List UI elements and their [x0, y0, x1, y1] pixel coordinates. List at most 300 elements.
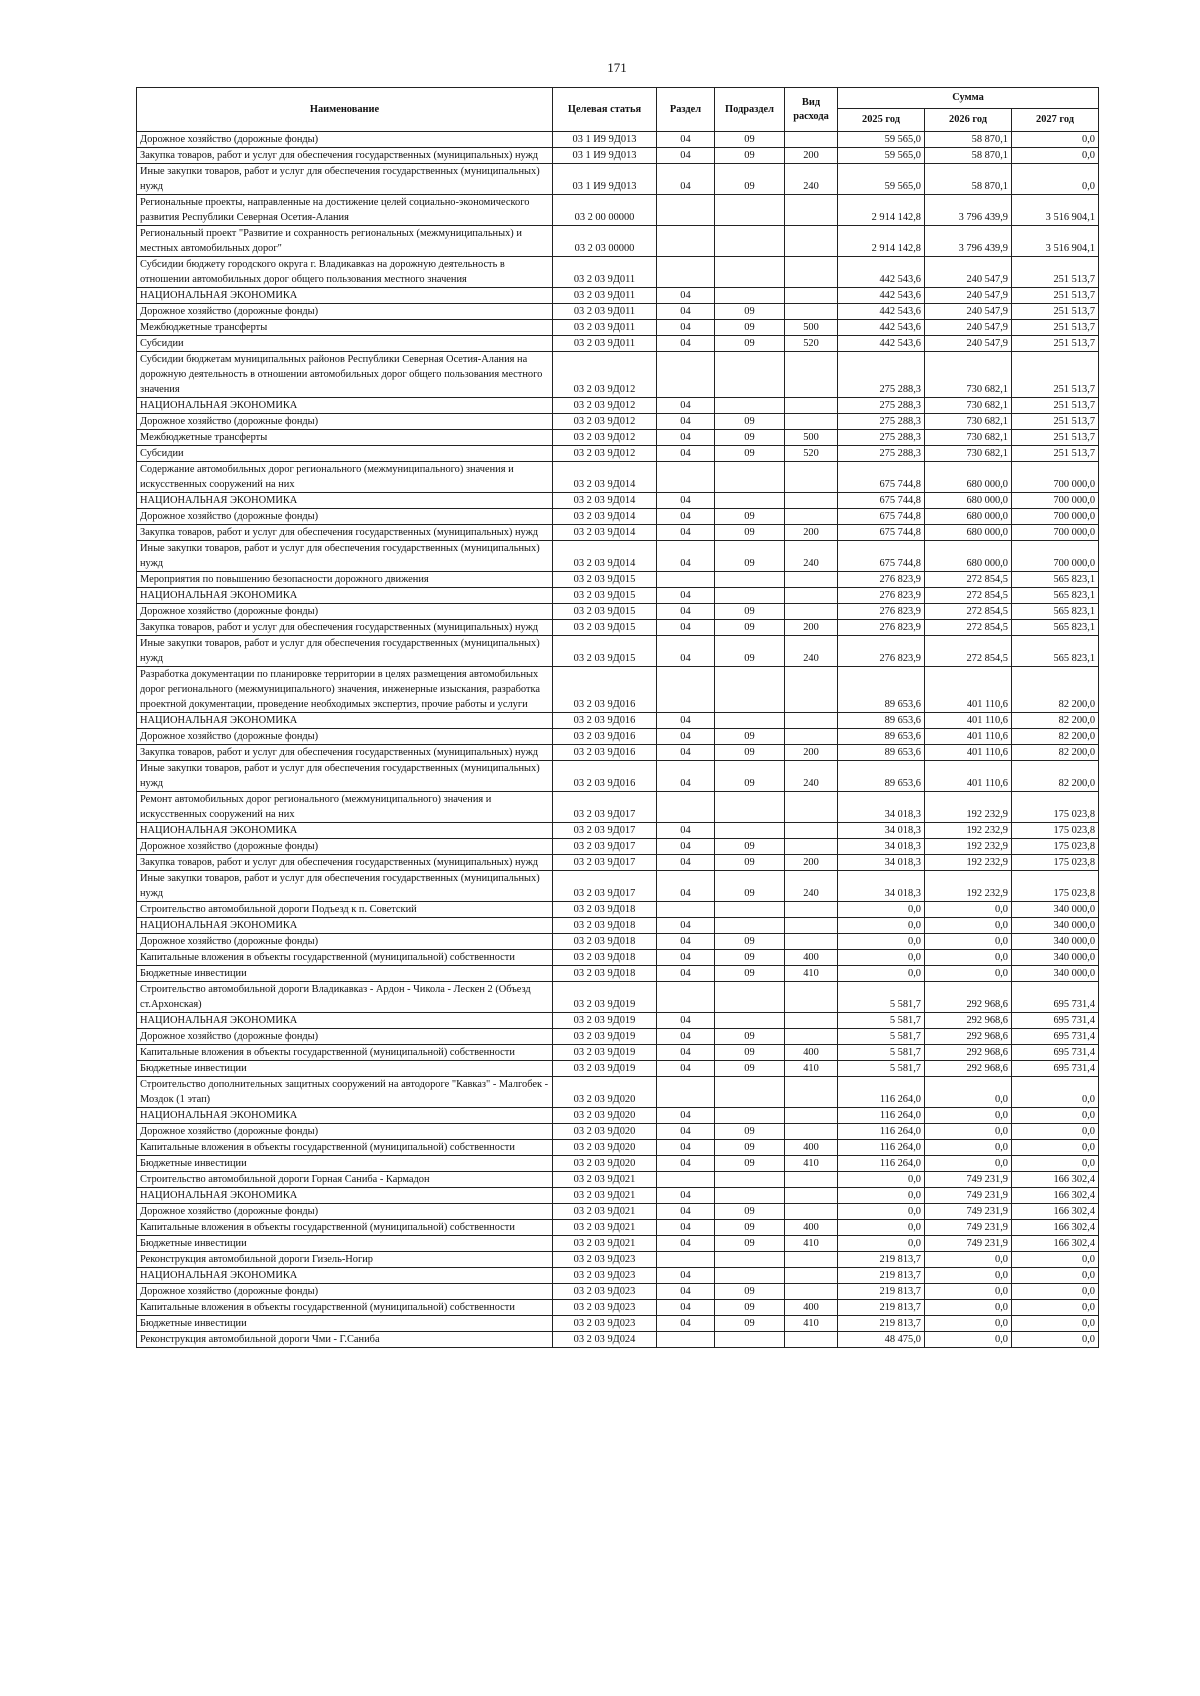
cell-sum-2027: 175 023,8: [1012, 839, 1099, 855]
cell-sum-2025: 275 288,3: [838, 398, 925, 414]
cell-target-article: 03 2 00 00000: [553, 195, 657, 226]
cell-sum-2026: 0,0: [925, 1332, 1012, 1348]
cell-subsection: 09: [715, 164, 785, 195]
cell-sum-2027: 166 302,4: [1012, 1204, 1099, 1220]
cell-name: НАЦИОНАЛЬНАЯ ЭКОНОМИКА: [137, 713, 553, 729]
cell-name: Дорожное хозяйство (дорожные фонды): [137, 604, 553, 620]
cell-section: [657, 902, 715, 918]
cell-sum-2027: 340 000,0: [1012, 902, 1099, 918]
cell-subsection: 09: [715, 636, 785, 667]
cell-target-article: 03 2 03 9Д018: [553, 902, 657, 918]
cell-subsection: 09: [715, 414, 785, 430]
cell-target-article: 03 2 03 9Д019: [553, 982, 657, 1013]
cell-sum-2027: 251 513,7: [1012, 288, 1099, 304]
cell-expense-kind: 200: [785, 620, 838, 636]
cell-sum-2025: 34 018,3: [838, 792, 925, 823]
table-row: [137, 745, 1099, 761]
cell-section: 04: [657, 1316, 715, 1332]
cell-section: 04: [657, 918, 715, 934]
cell-name: Капитальные вложения в объекты государственной (муниципальной) собственности: [137, 1300, 553, 1316]
cell-sum-2025: 2 914 142,8: [838, 226, 925, 257]
cell-target-article: 03 2 03 9Д012: [553, 446, 657, 462]
cell-sum-2026: 0,0: [925, 1252, 1012, 1268]
cell-section: 04: [657, 823, 715, 839]
cell-subsection: 09: [715, 966, 785, 982]
cell-sum-2026: 730 682,1: [925, 446, 1012, 462]
cell-target-article: 03 2 03 9Д018: [553, 918, 657, 934]
cell-sum-2027: 340 000,0: [1012, 950, 1099, 966]
cell-section: [657, 226, 715, 257]
cell-subsection: 09: [715, 1045, 785, 1061]
cell-target-article: 03 2 03 9Д023: [553, 1316, 657, 1332]
cell-sum-2026: 749 231,9: [925, 1220, 1012, 1236]
cell-expense-kind: [785, 839, 838, 855]
cell-name: Дорожное хозяйство (дорожные фонды): [137, 509, 553, 525]
cell-sum-2025: 275 288,3: [838, 430, 925, 446]
cell-expense-kind: [785, 1284, 838, 1300]
cell-sum-2025: 0,0: [838, 950, 925, 966]
cell-name: Закупка товаров, работ и услуг для обеспечения государственных (муниципальных) нужд: [137, 620, 553, 636]
cell-sum-2027: 166 302,4: [1012, 1236, 1099, 1252]
cell-expense-kind: 400: [785, 950, 838, 966]
cell-subsection: 09: [715, 1204, 785, 1220]
cell-sum-2027: 695 731,4: [1012, 1029, 1099, 1045]
cell-section: 04: [657, 1013, 715, 1029]
cell-subsection: [715, 1252, 785, 1268]
cell-name: Мероприятия по повышению безопасности дорожного движения: [137, 572, 553, 588]
cell-sum-2025: 675 744,8: [838, 541, 925, 572]
cell-expense-kind: [785, 729, 838, 745]
cell-subsection: 09: [715, 1284, 785, 1300]
cell-section: 04: [657, 1220, 715, 1236]
cell-target-article: 03 2 03 9Д016: [553, 713, 657, 729]
cell-sum-2027: 695 731,4: [1012, 1045, 1099, 1061]
cell-sum-2026: 240 547,9: [925, 257, 1012, 288]
cell-sum-2026: 292 968,6: [925, 1045, 1012, 1061]
cell-expense-kind: [785, 1077, 838, 1108]
table-row: [137, 509, 1099, 525]
cell-subsection: 09: [715, 1236, 785, 1252]
cell-sum-2025: 5 581,7: [838, 1061, 925, 1077]
table-row: [137, 288, 1099, 304]
cell-name: Строительство автомобильной дороги Подъезд к п. Советский: [137, 902, 553, 918]
cell-section: 04: [657, 713, 715, 729]
cell-section: 04: [657, 871, 715, 902]
cell-sum-2025: 442 543,6: [838, 336, 925, 352]
cell-target-article: 03 2 03 9Д019: [553, 1013, 657, 1029]
cell-target-article: 03 2 03 9Д016: [553, 761, 657, 792]
cell-section: 04: [657, 493, 715, 509]
cell-sum-2026: 192 232,9: [925, 792, 1012, 823]
cell-sum-2027: 0,0: [1012, 1077, 1099, 1108]
cell-sum-2027: 175 023,8: [1012, 855, 1099, 871]
cell-sum-2026: 0,0: [925, 1268, 1012, 1284]
cell-sum-2025: 59 565,0: [838, 132, 925, 148]
cell-expense-kind: [785, 509, 838, 525]
cell-expense-kind: [785, 918, 838, 934]
cell-sum-2026: 0,0: [925, 1316, 1012, 1332]
cell-name: Субсидии бюджету городского округа г. Владикавказ на дорожную деятельность в отношении автомобильных дорог общего пользования местного значения: [137, 257, 553, 288]
cell-section: 04: [657, 1140, 715, 1156]
cell-sum-2026: 0,0: [925, 966, 1012, 982]
cell-sum-2027: 700 000,0: [1012, 462, 1099, 493]
table-row: [137, 226, 1099, 257]
cell-expense-kind: [785, 1252, 838, 1268]
table-row: [137, 1156, 1099, 1172]
cell-subsection: [715, 1108, 785, 1124]
cell-sum-2025: 5 581,7: [838, 1045, 925, 1061]
cell-expense-kind: 240: [785, 541, 838, 572]
cell-sum-2027: 700 000,0: [1012, 493, 1099, 509]
cell-target-article: 03 1 И9 9Д013: [553, 132, 657, 148]
table-row: [137, 1061, 1099, 1077]
cell-name: НАЦИОНАЛЬНАЯ ЭКОНОМИКА: [137, 398, 553, 414]
cell-name: Реконструкция автомобильной дороги Чми - Г.Саниба: [137, 1332, 553, 1348]
cell-expense-kind: [785, 572, 838, 588]
table-row: [137, 729, 1099, 745]
table-row: [137, 713, 1099, 729]
cell-section: 04: [657, 1284, 715, 1300]
cell-section: [657, 1252, 715, 1268]
header-year-2026: 2026 год: [925, 109, 1012, 132]
cell-sum-2026: 3 796 439,9: [925, 195, 1012, 226]
cell-sum-2027: 0,0: [1012, 1316, 1099, 1332]
table-row: [137, 446, 1099, 462]
cell-section: 04: [657, 541, 715, 572]
cell-target-article: 03 2 03 9Д021: [553, 1236, 657, 1252]
cell-sum-2026: 401 110,6: [925, 729, 1012, 745]
budget-table: [136, 87, 1099, 1348]
cell-expense-kind: [785, 195, 838, 226]
cell-subsection: 09: [715, 950, 785, 966]
cell-section: 04: [657, 604, 715, 620]
cell-target-article: 03 2 03 9Д014: [553, 541, 657, 572]
cell-sum-2027: 166 302,4: [1012, 1188, 1099, 1204]
cell-expense-kind: 400: [785, 1045, 838, 1061]
cell-section: 04: [657, 1156, 715, 1172]
cell-name: Дорожное хозяйство (дорожные фонды): [137, 1284, 553, 1300]
cell-target-article: 03 2 03 9Д019: [553, 1061, 657, 1077]
cell-sum-2027: 565 823,1: [1012, 620, 1099, 636]
cell-sum-2025: 442 543,6: [838, 257, 925, 288]
table-row: [137, 902, 1099, 918]
cell-section: 04: [657, 398, 715, 414]
table-row: [137, 541, 1099, 572]
cell-expense-kind: 400: [785, 1300, 838, 1316]
cell-sum-2026: 680 000,0: [925, 541, 1012, 572]
cell-subsection: 09: [715, 934, 785, 950]
cell-subsection: [715, 226, 785, 257]
cell-sum-2026: 0,0: [925, 1300, 1012, 1316]
table-row: [137, 982, 1099, 1013]
cell-name: Субсидии бюджетам муниципальных районов Республики Северная Осетия-Алания на дорожную деятельность в отношении автомобильных дорог общего пользования местного значения: [137, 352, 553, 398]
cell-sum-2025: 219 813,7: [838, 1268, 925, 1284]
cell-target-article: 03 2 03 9Д015: [553, 604, 657, 620]
table-row: [137, 1029, 1099, 1045]
cell-sum-2025: 0,0: [838, 966, 925, 982]
cell-sum-2025: 0,0: [838, 1204, 925, 1220]
cell-sum-2026: 58 870,1: [925, 132, 1012, 148]
cell-expense-kind: [785, 398, 838, 414]
table-body: [137, 132, 1099, 1348]
table-row: [137, 1045, 1099, 1061]
cell-sum-2025: 5 581,7: [838, 982, 925, 1013]
cell-sum-2026: 272 854,5: [925, 588, 1012, 604]
cell-section: 04: [657, 1108, 715, 1124]
header-subsection: Подраздел: [715, 88, 785, 132]
cell-subsection: [715, 398, 785, 414]
cell-subsection: [715, 1077, 785, 1108]
table-row: [137, 667, 1099, 713]
cell-section: 04: [657, 855, 715, 871]
cell-subsection: 09: [715, 855, 785, 871]
cell-name: Содержание автомобильных дорог регионального (межмуниципального) значения и искусственных сооружений на них: [137, 462, 553, 493]
cell-expense-kind: [785, 1188, 838, 1204]
header-target-article: Целевая статья: [553, 88, 657, 132]
cell-expense-kind: [785, 1124, 838, 1140]
cell-sum-2025: 0,0: [838, 1220, 925, 1236]
cell-target-article: 03 2 03 9Д023: [553, 1284, 657, 1300]
cell-subsection: [715, 462, 785, 493]
cell-subsection: [715, 257, 785, 288]
cell-sum-2025: 219 813,7: [838, 1316, 925, 1332]
header-name: Наименование: [137, 88, 553, 132]
cell-sum-2025: 219 813,7: [838, 1300, 925, 1316]
cell-sum-2026: 292 968,6: [925, 1013, 1012, 1029]
cell-sum-2025: 0,0: [838, 1172, 925, 1188]
cell-sum-2027: 0,0: [1012, 1252, 1099, 1268]
cell-sum-2027: 251 513,7: [1012, 352, 1099, 398]
table-row: [137, 1188, 1099, 1204]
cell-expense-kind: [785, 1268, 838, 1284]
cell-target-article: 03 2 03 9Д023: [553, 1268, 657, 1284]
table-row: [137, 336, 1099, 352]
cell-sum-2027: 251 513,7: [1012, 398, 1099, 414]
cell-name: Капитальные вложения в объекты государственной (муниципальной) собственности: [137, 1045, 553, 1061]
header-year-2025: 2025 год: [838, 109, 925, 132]
cell-name: Бюджетные инвестиции: [137, 1156, 553, 1172]
cell-name: Межбюджетные трансферты: [137, 430, 553, 446]
cell-name: НАЦИОНАЛЬНАЯ ЭКОНОМИКА: [137, 823, 553, 839]
cell-target-article: 03 2 03 9Д015: [553, 636, 657, 667]
cell-name: Дорожное хозяйство (дорожные фонды): [137, 1204, 553, 1220]
cell-target-article: 03 2 03 9Д014: [553, 462, 657, 493]
cell-section: 04: [657, 164, 715, 195]
cell-subsection: [715, 792, 785, 823]
cell-expense-kind: 240: [785, 164, 838, 195]
cell-sum-2026: 749 231,9: [925, 1204, 1012, 1220]
cell-sum-2025: 442 543,6: [838, 320, 925, 336]
cell-sum-2025: 116 264,0: [838, 1124, 925, 1140]
cell-sum-2025: 2 914 142,8: [838, 195, 925, 226]
cell-sum-2026: 240 547,9: [925, 304, 1012, 320]
cell-name: Реконструкция автомобильной дороги Гизель-Ногир: [137, 1252, 553, 1268]
cell-section: 04: [657, 1061, 715, 1077]
cell-sum-2027: 0,0: [1012, 1284, 1099, 1300]
cell-sum-2025: 276 823,9: [838, 588, 925, 604]
cell-subsection: 09: [715, 525, 785, 541]
cell-target-article: 03 2 03 9Д021: [553, 1188, 657, 1204]
cell-section: [657, 1172, 715, 1188]
cell-sum-2025: 116 264,0: [838, 1156, 925, 1172]
table-row: [137, 195, 1099, 226]
cell-name: Ремонт автомобильных дорог регионального (межмуниципального) значения и искусственных сооружений на них: [137, 792, 553, 823]
cell-expense-kind: 200: [785, 148, 838, 164]
cell-name: Бюджетные инвестиции: [137, 966, 553, 982]
cell-target-article: 03 2 03 9Д021: [553, 1204, 657, 1220]
cell-sum-2025: 34 018,3: [838, 839, 925, 855]
cell-sum-2027: 251 513,7: [1012, 304, 1099, 320]
cell-sum-2026: 58 870,1: [925, 164, 1012, 195]
cell-name: НАЦИОНАЛЬНАЯ ЭКОНОМИКА: [137, 288, 553, 304]
table-row: [137, 1172, 1099, 1188]
cell-name: Капитальные вложения в объекты государственной (муниципальной) собственности: [137, 950, 553, 966]
cell-target-article: 03 2 03 9Д015: [553, 620, 657, 636]
cell-subsection: 09: [715, 761, 785, 792]
cell-subsection: [715, 823, 785, 839]
cell-sum-2026: 272 854,5: [925, 620, 1012, 636]
cell-sum-2025: 442 543,6: [838, 304, 925, 320]
cell-target-article: 03 2 03 9Д012: [553, 398, 657, 414]
cell-expense-kind: 410: [785, 1061, 838, 1077]
header-section: Раздел: [657, 88, 715, 132]
cell-sum-2027: 695 731,4: [1012, 982, 1099, 1013]
table-row: [137, 493, 1099, 509]
cell-name: Дорожное хозяйство (дорожные фонды): [137, 414, 553, 430]
cell-target-article: 03 2 03 9Д017: [553, 855, 657, 871]
cell-sum-2027: 175 023,8: [1012, 871, 1099, 902]
cell-sum-2027: 565 823,1: [1012, 572, 1099, 588]
cell-sum-2025: 34 018,3: [838, 855, 925, 871]
cell-section: 04: [657, 148, 715, 164]
table-row: [137, 620, 1099, 636]
table-row: [137, 1252, 1099, 1268]
cell-target-article: 03 2 03 9Д012: [553, 430, 657, 446]
cell-subsection: [715, 195, 785, 226]
cell-name: Строительство дополнительных защитных сооружений на автодороге "Кавказ" - Малгобек - Моздок (1 этап): [137, 1077, 553, 1108]
cell-expense-kind: [785, 713, 838, 729]
cell-subsection: 09: [715, 1124, 785, 1140]
cell-target-article: 03 2 03 9Д012: [553, 352, 657, 398]
cell-sum-2025: 0,0: [838, 902, 925, 918]
cell-subsection: 09: [715, 1061, 785, 1077]
table-row: [137, 414, 1099, 430]
cell-subsection: [715, 918, 785, 934]
cell-sum-2027: 82 200,0: [1012, 729, 1099, 745]
cell-sum-2025: 89 653,6: [838, 729, 925, 745]
cell-section: 04: [657, 336, 715, 352]
cell-sum-2025: 116 264,0: [838, 1108, 925, 1124]
cell-target-article: 03 2 03 9Д021: [553, 1220, 657, 1236]
cell-sum-2027: 251 513,7: [1012, 430, 1099, 446]
cell-section: [657, 572, 715, 588]
table-row: [137, 304, 1099, 320]
cell-subsection: [715, 1332, 785, 1348]
cell-expense-kind: [785, 667, 838, 713]
cell-name: Межбюджетные трансферты: [137, 320, 553, 336]
cell-section: 04: [657, 761, 715, 792]
cell-sum-2027: 0,0: [1012, 132, 1099, 148]
cell-name: Закупка товаров, работ и услуг для обеспечения государственных (муниципальных) нужд: [137, 148, 553, 164]
cell-expense-kind: [785, 414, 838, 430]
cell-expense-kind: [785, 604, 838, 620]
cell-target-article: 03 2 03 9Д015: [553, 572, 657, 588]
cell-sum-2026: 192 232,9: [925, 871, 1012, 902]
cell-sum-2026: 0,0: [925, 1140, 1012, 1156]
cell-subsection: 09: [715, 430, 785, 446]
cell-sum-2026: 730 682,1: [925, 430, 1012, 446]
cell-sum-2027: 0,0: [1012, 1300, 1099, 1316]
cell-section: 04: [657, 320, 715, 336]
cell-name: Дорожное хозяйство (дорожные фонды): [137, 304, 553, 320]
table-row: [137, 636, 1099, 667]
cell-section: 04: [657, 966, 715, 982]
cell-sum-2027: 700 000,0: [1012, 525, 1099, 541]
cell-subsection: 09: [715, 541, 785, 572]
cell-target-article: 03 2 03 9Д011: [553, 320, 657, 336]
cell-section: 04: [657, 1029, 715, 1045]
cell-sum-2026: 401 110,6: [925, 713, 1012, 729]
table-row: [137, 1204, 1099, 1220]
cell-expense-kind: [785, 304, 838, 320]
cell-subsection: [715, 982, 785, 1013]
cell-name: Иные закупки товаров, работ и услуг для обеспечения государственных (муниципальных) нужд: [137, 871, 553, 902]
cell-sum-2027: 695 731,4: [1012, 1061, 1099, 1077]
cell-expense-kind: [785, 982, 838, 1013]
cell-target-article: 03 2 03 9Д018: [553, 950, 657, 966]
table-row: [137, 823, 1099, 839]
cell-name: Строительство автомобильной дороги Горная Саниба - Кармадон: [137, 1172, 553, 1188]
cell-name: Субсидии: [137, 446, 553, 462]
cell-sum-2026: 680 000,0: [925, 493, 1012, 509]
cell-sum-2027: 166 302,4: [1012, 1172, 1099, 1188]
cell-sum-2026: 730 682,1: [925, 414, 1012, 430]
cell-sum-2025: 116 264,0: [838, 1077, 925, 1108]
cell-target-article: 03 2 03 9Д011: [553, 288, 657, 304]
table-row: [137, 1013, 1099, 1029]
cell-sum-2026: 680 000,0: [925, 462, 1012, 493]
cell-sum-2026: 58 870,1: [925, 148, 1012, 164]
cell-sum-2025: 89 653,6: [838, 745, 925, 761]
cell-sum-2026: 0,0: [925, 934, 1012, 950]
cell-sum-2025: 48 475,0: [838, 1332, 925, 1348]
cell-sum-2027: 565 823,1: [1012, 588, 1099, 604]
cell-expense-kind: 400: [785, 1140, 838, 1156]
cell-subsection: 09: [715, 336, 785, 352]
cell-section: 04: [657, 1236, 715, 1252]
cell-expense-kind: [785, 934, 838, 950]
cell-sum-2027: 251 513,7: [1012, 320, 1099, 336]
cell-sum-2027: 340 000,0: [1012, 934, 1099, 950]
table-row: [137, 1124, 1099, 1140]
table-row: [137, 588, 1099, 604]
cell-target-article: 03 2 03 9Д020: [553, 1156, 657, 1172]
page-number: 171: [607, 60, 627, 75]
cell-name: Дорожное хозяйство (дорожные фонды): [137, 1029, 553, 1045]
cell-section: 04: [657, 636, 715, 667]
cell-target-article: 03 2 03 9Д024: [553, 1332, 657, 1348]
table-row: [137, 1077, 1099, 1108]
cell-sum-2026: 0,0: [925, 1077, 1012, 1108]
cell-sum-2025: 275 288,3: [838, 414, 925, 430]
cell-sum-2026: 0,0: [925, 1108, 1012, 1124]
table-row: [137, 164, 1099, 195]
cell-target-article: 03 2 03 9Д016: [553, 729, 657, 745]
cell-sum-2026: 192 232,9: [925, 823, 1012, 839]
cell-expense-kind: [785, 462, 838, 493]
cell-expense-kind: 520: [785, 336, 838, 352]
cell-sum-2026: 192 232,9: [925, 855, 1012, 871]
